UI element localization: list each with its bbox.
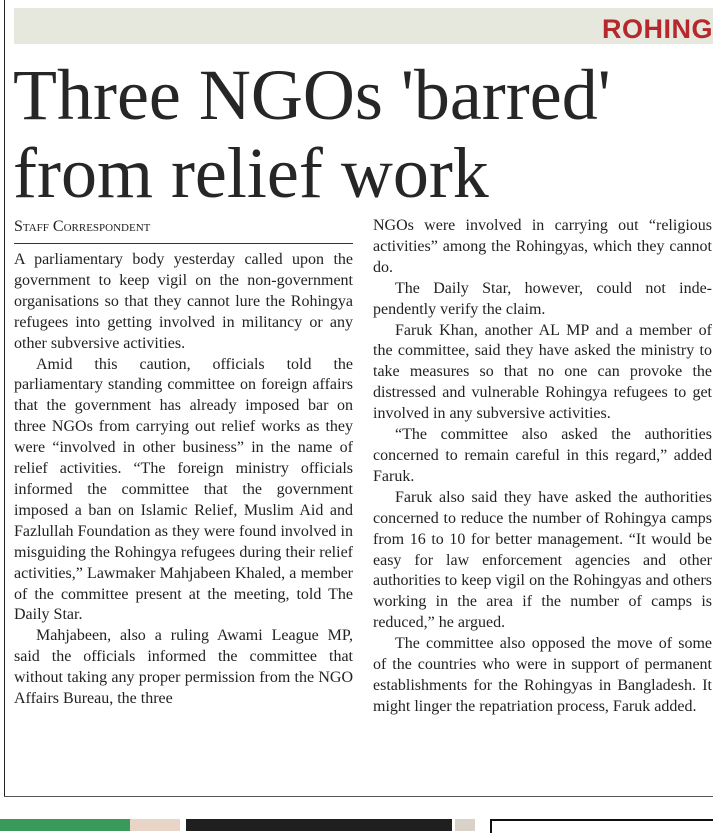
paragraph: The Daily Star, however, could not independently verify the claim. [373, 279, 712, 318]
paragraph: Faruk Khan, another AL MP and a member of the committee, said they have asked the ministry to take measures so that no one can provoke the distressed and vulnerable Rohingya refugees to get involved in any subversive activities. [373, 321, 712, 423]
paragraph: Mahjabeen, also a ruling Awami League MP, said the officials informed the committee that without taking any proper permission from the NGO Affairs Bureau, the three [14, 627, 353, 708]
section-tag: ROHING [602, 14, 713, 44]
paragraph: The committee also opposed the move of some of the countries who were in support of permanent establishments for the Rohingyas in Bangladesh. It might linger the repatriation process, Faruk added. [373, 635, 712, 715]
headline [13, 56, 713, 212]
headline-line-2: from relief work [13, 133, 489, 213]
article-column-2 [373, 216, 712, 718]
adjacent-photo-edge [455, 819, 475, 831]
adjacent-article-edge [0, 819, 130, 831]
adjacent-article-edge [130, 819, 180, 831]
paragraph: Amid this caution, officials told the parliamentary standing committee on foreign affairs that the government has already imposed bar on three NGOs from carrying out relief works as they were “involved in other business” in the name of relief activities. “The foreign ministry officials informed the committee that the government imposed a ban on Islamic Relief, Muslim Aid and Fazlullah Foundation as they were found involved in misguiding the Rohingya refugees during their relief activities,” Lawmaker Mahjabeen Khaled, a member of the committee present at the meeting, told The Daily Star. [14, 355, 353, 624]
section-banner [14, 8, 713, 44]
byline: Staff Correspondent [14, 217, 353, 244]
adjacent-photo-edge [186, 819, 452, 831]
article-column-1 [14, 250, 353, 710]
paragraph: “The committee also asked the authorities concerned to remain careful in this regard,” added Faruk. [373, 426, 712, 485]
headline-line-1: Three NGOs 'barred' [13, 55, 611, 135]
paragraph: NGOs were involved in carrying out “religious activities” among the Rohingyas, which they cannot do. [373, 217, 712, 276]
bottom-border [4, 796, 713, 797]
left-border [4, 0, 5, 796]
paragraph: A parliamentary body yesterday called upon the government to keep vigil on the non-government organisations so that they cannot lure the Rohingya refugees into getting involved in militancy or any other subversive activities. [14, 251, 353, 352]
paragraph: Faruk also said they have asked the authorities concerned to reduce the number of Rohingya camps from 16 to 10 for better management. “It would be easy for law enforcement agencies and other authorities to keep vigil on the Rohingyas and others working in the area if the number of camps is reduced,” he argued. [373, 488, 712, 632]
